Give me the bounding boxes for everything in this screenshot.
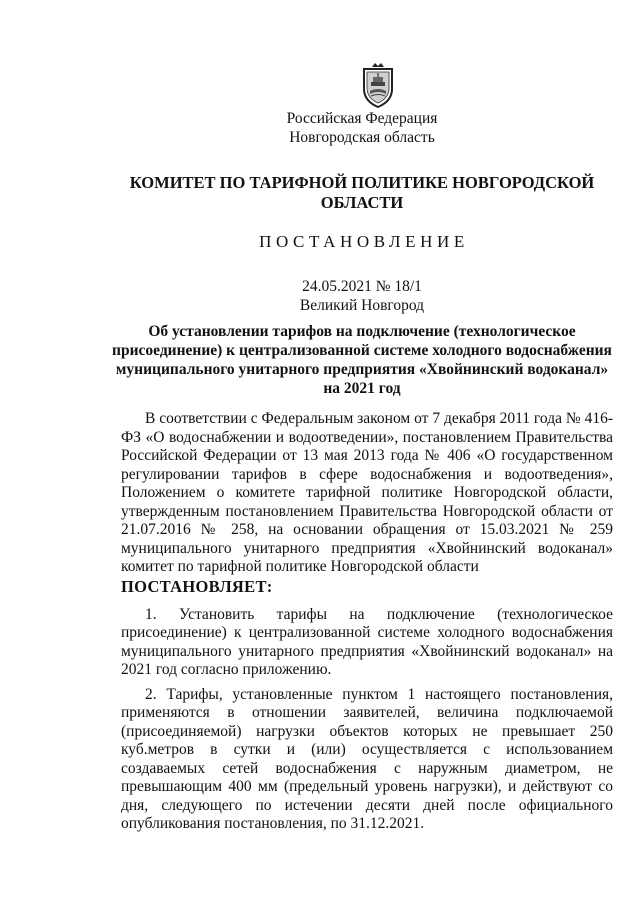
document-type: ПОСТАНОВЛЕНИЕ [259, 232, 469, 251]
date-and-place [42, 277, 640, 315]
decree-word: ПОСТАНОВЛЯЕТ: [121, 576, 273, 596]
clause-1: 1. Установить тарифы на подключение (технологическое присоединение) к централизованной системе холодного водоснабжения муниципального унитарного предприятия «Хвойнинский водоканал» на 2021 год согласно приложению. [121, 605, 613, 678]
subject-line-2: присоединение) к централизованной системе холодного водоснабжения [112, 342, 612, 359]
subject-line-1: Об установлении тарифов на подключение (технологическое [148, 323, 576, 340]
city: Великий Новгород [299, 297, 425, 314]
date-number: 24.05.2021 № 18/1 [302, 278, 422, 295]
region-name: Новгородская область [289, 129, 435, 146]
coat-of-arms-icon [358, 63, 398, 109]
preamble: В соответствии с Федеральным законом от 7 декабря 2011 года № 416-ФЗ «О водоснабжении и водоотведении», постановлением Правительства Российской Федерации от 13 мая 2013 года № 406 «О государственном регулировании тарифов в сфере водоснабжения и водоотведения», Положением о комитете тарифной политике Новгородской области, утвержденным постановлением Правительства Новгородской области от 21.07.2016 № 258, на основании обращения от 15.03.2021 № 259 муниципального унитарного предприятия «Хвойнинский водоканал» комитет по тарифной политике Новгородской области [121, 410, 613, 575]
country-name: Российская Федерация [286, 110, 438, 127]
committee-title [42, 173, 640, 213]
issuer-header [42, 109, 640, 147]
document-subject [42, 322, 640, 398]
subject-line-3: муниципального унитарного предприятия «Хвойнинский водоканал» [115, 361, 609, 378]
subject-line-4: на 2021 год [323, 380, 401, 397]
document-body [121, 410, 613, 834]
committee-title-line-2: ОБЛАСТИ [320, 193, 404, 212]
clause-2: 2. Тарифы, установленные пунктом 1 настоящего постановления, применяются в отношении заявителей, величина подключаемой (присоединяемой) нагрузки объектов которых не превышает 250 куб.метров в сутки и (или) осуществляется с использованием создаваемых сетей водоснабжения с наружным диаметром, не превышающим 400 мм (предельный уровень нагрузки), и действуют со дня, следующего по истечении десяти дней после официального опубликования постановления, по 31.12.2021. [121, 685, 613, 832]
committee-title-line-1: КОМИТЕТ ПО ТАРИФНОЙ ПОЛИТИКЕ НОВГОРОДСКОЙ [129, 173, 595, 192]
